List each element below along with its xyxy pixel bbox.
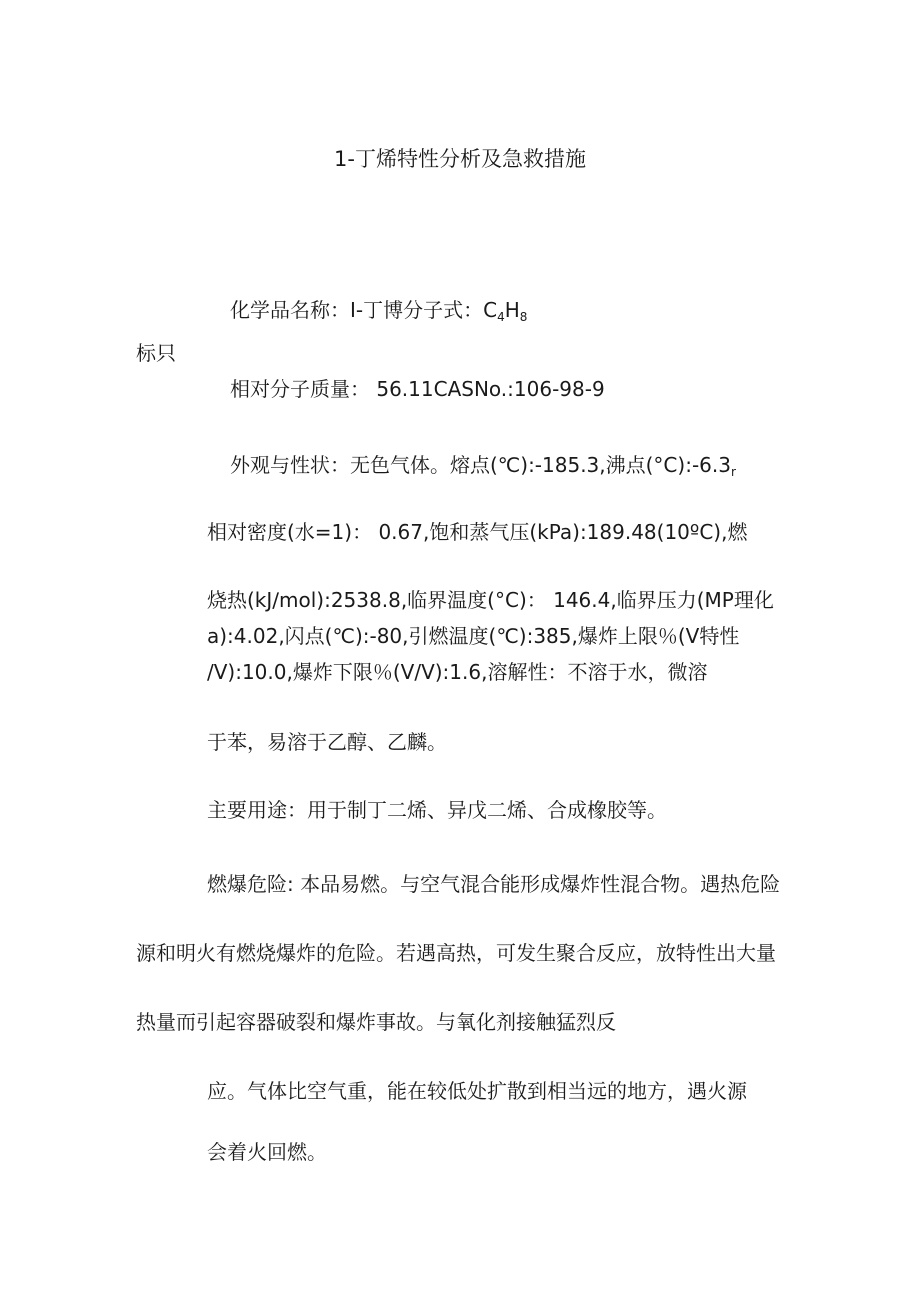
flash-point-line: a):4.02,闪点(℃):-80,引燃温度(℃):385,爆炸上限％(V特性 [207, 624, 740, 648]
formula-h: H [504, 298, 520, 322]
hazard-line-2: 源和明火有燃烧爆炸的危险。若遇高热，可发生聚合反应，放特性出大量 [136, 941, 776, 965]
appearance-properties [230, 452, 736, 478]
chemical-name-text: 化学品名称：I-丁博分子式：C [230, 298, 498, 322]
main-usage: 主要用途：用于制丁二烯、异戊二烯、合成橡胶等。 [207, 798, 667, 822]
density-line: 相对密度(水=1)： 0.67,饱和蒸气压(kPa):189.48(10ºC),燃 [207, 520, 748, 544]
hazard-line-3: 热量而引起容器破裂和爆炸事故。与氧化剂接触猛烈反 [136, 1010, 616, 1034]
page-title: 1-丁烯特性分析及急救措施 [334, 147, 586, 171]
formula-subscript-c: 4 [497, 310, 505, 324]
explosion-limits-line: /V):10.0,爆炸下限％(V/V):1.6,溶解性：不溶于水，微溶 [207, 660, 708, 684]
hazard-line-1: 燃爆危险: 本品易燃。与空气混合能形成爆炸性混合物。遇热危险 [207, 872, 781, 896]
molecular-mass-cas: 相对分子质量： 56.11CASNo.:106-98-9 [230, 377, 605, 401]
identification-side-label: 标只 [136, 341, 176, 365]
appearance-text: 外观与性状：无色气体。熔点(℃):-185.3,沸点(°C):-6.3 [230, 453, 731, 477]
combustion-heat-line: 烧热(kJ∕mol):2538.8,临界温度(°C)： 146.4,临界压力(MP理化 [207, 588, 774, 612]
formula-subscript-h: 8 [519, 310, 528, 324]
appearance-subscript: r [730, 465, 736, 479]
hazard-line-4: 应。气体比空气重，能在较低处扩散到相当远的地方，遇火源 [207, 1079, 747, 1103]
chemical-name-formula [230, 297, 527, 323]
hazard-line-5: 会着火回燃。 [207, 1140, 327, 1164]
solubility-line: 于苯，易溶于乙醇、乙麟。 [207, 730, 447, 754]
